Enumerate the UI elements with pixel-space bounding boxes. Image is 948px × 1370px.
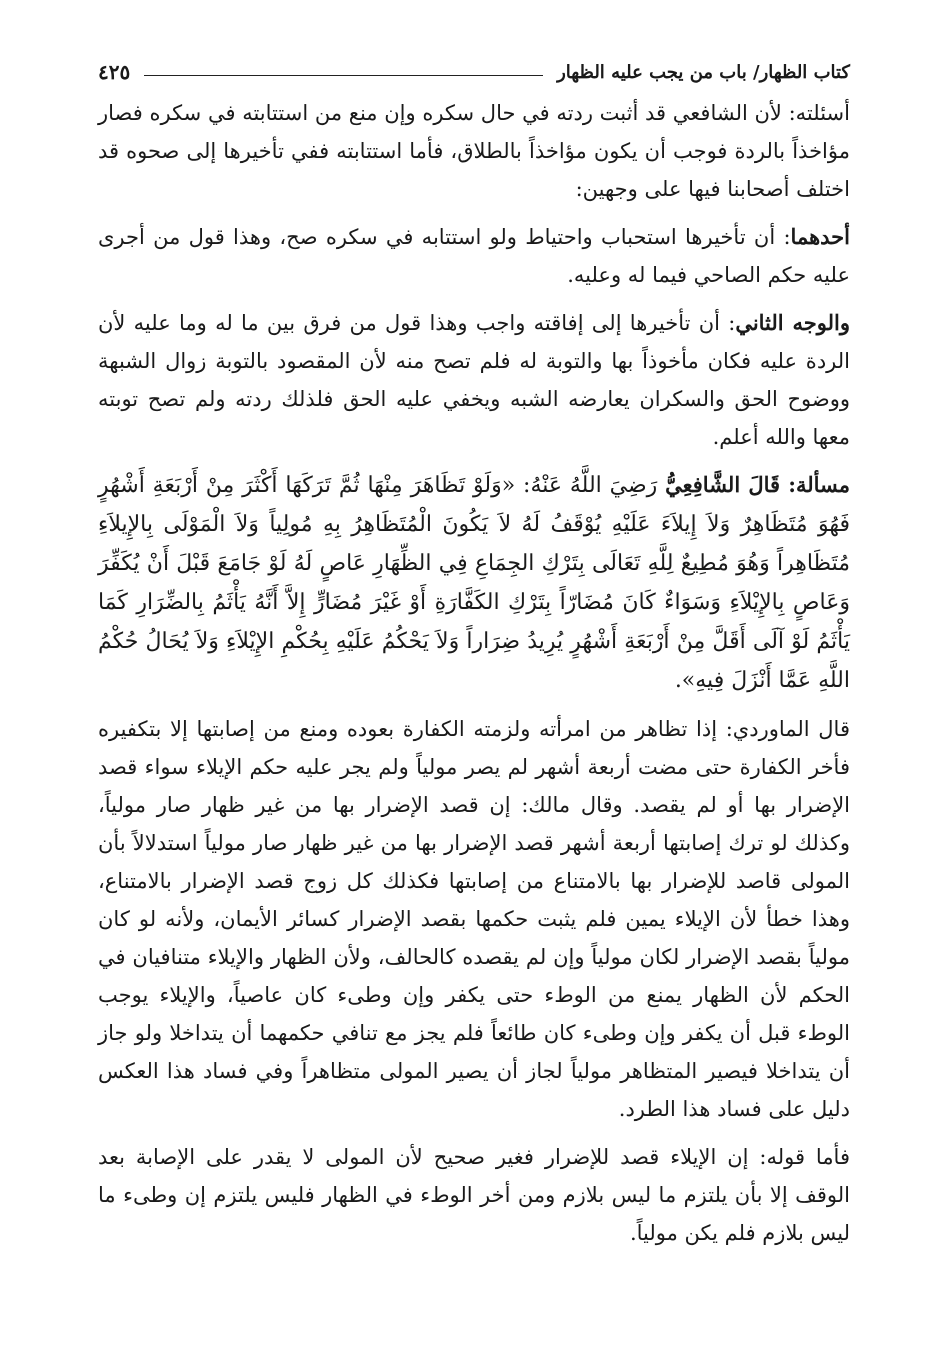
paragraph-text: : أن تأخيرها إلى إفاقته واجب وهذا قول من فرق بين ما له وما عليه لأن الردة عليه فكان مأخوذاً بها والتوبة له فلم تصح منه لأن المقصود بالتوبة زوال الشبهة ووضوح الحق والسكران يعارضه الشبه ويخفي عليه الحق فلذلك ردته ولم تصح توبته معها والله أعلم.: [98, 311, 850, 449]
page-header: [98, 52, 850, 92]
header-rule: [144, 75, 543, 76]
paragraph-second-view: [98, 304, 850, 456]
paragraph-first-view: [98, 218, 850, 294]
paragraph-text: رَضِيَ اللَّهُ عَنْهُ: «وَلَوْ تَظَاهَرَ مِنْهَا ثُمَّ تَرَكَهَا أَكْثَرَ مِنْ أَرْبَعَةِ أَشْهُرٍ فَهُوَ مُتَظَاهِرٌ وَلاَ إِيلاَءَ عَلَيْهِ يُوْقَفُ لَهُ لاَ يَكُونَ الْمُتَظَاهِرُ بِهِ مُولِياً وَلاَ الْمَوْلَى بِالإِيلاَءِ مُتَظَاهِراً وَهُوَ مُطِيعٌ لِلَّهِ تَعَالَى بِتَرْكِ الجِمَاعِ فِي الظِّهَارِ عَاصٍ لَهُ لَوْ جَامَعَ قَبْلَ أَنْ يُكَفِّرَ وَعَاصٍ بِالإِيْلاَءِ وَسَوَاءٌ كَانَ مُضَارّاً بِتَرْكِ الكَفَّارَةِ أَوْ غَيْرَ مُضَارٍّ إِلاَّ أَنَّهُ يَأْثَمُ بِالضِّرَارِ كَمَا يَأْثَمُ لَوْ آلَى أَقَلَّ مِنْ أَرْبَعَةِ أَشْهُرٍ يُرِيدُ ضِرَاراً وَلاَ يَحْكُمُ عَلَيْهِ بِحُكْمِ الإِيْلاَءِ وَلاَ يُحَالُ حُكْمُ اللَّهِ عَمَّا أَنْزَلَ فِيهِ».: [98, 473, 850, 693]
paragraph-continuation: [98, 94, 850, 208]
body-text: [98, 94, 850, 1252]
paragraph-rebuttal: [98, 1138, 850, 1252]
paragraph-text: أسئلته: لأن الشافعي قد أثبت ردته في حال سكره وإن منع من استتابته في سكره فصار مؤاخذاً بالردة فوجب أن يكون مؤاخذاً بالطلاق، فأما استتابته ففي تأخيرها إلى صحوه قد اختلف أصحابنا فيها على وجهين:: [98, 101, 850, 201]
paragraph-text: : أن تأخيرها استحباب واحتياط ولو استتابه في سكره صح، وهذا قول من أجرى عليه حكم الصاحي فيما له وعليه.: [98, 225, 850, 287]
book-page: [98, 52, 850, 1352]
running-title: كتاب الظهار/ باب من يجب عليه الظهار: [557, 61, 850, 83]
paragraph-masala: [98, 466, 850, 700]
paragraph-lead: مسألة: قَالَ الشَّافِعِيُّ: [665, 472, 850, 497]
paragraph-text: قال الماوردي: إذا تظاهر من امرأته ولزمته الكفارة بعوده ومنع من إصابتها إلا بتكفيره فأخر الكفارة حتى مضت أربعة أشهر لم يصر مولياً ولم يجر عليه حكم الإيلاء سواء قصد الإضرار بها أو لم يقصد. وقال مالك: إن قصد الإضرار بها من غير ظهار صار مولياً، وكذلك لو ترك إصابتها أربعة أشهر قصد الإضرار بها من غير ظهار صار مولياً استدلالاً بأن المولى قاصد للإضرار بها بالامتناع من إصابتها فكذلك كل زوج قصد الإضرار بالامتناع، وهذا خطأ لأن الإيلاء يمين فلم يثبت حكمها بقصد الإضرار كسائر الأيمان، ولأنه لو كان مولياً بقصد الإضرار لكان مولياً وإن لم يقصده كالحالف، ولأن الظهار والإيلاء متنافيان في الحكم لأن الظهار يمنع من الوطء حتى يكفر وإن وطىء كان عاصياً، والإيلاء يوجب الوطء قبل أن يكفر وإن وطىء كان طائعاً فلم يجز مع تنافي حكمهما أن يتداخلا ولو جاز أن يتداخلا فيصير المتظاهر مولياً لجاز أن يصير المولى متظاهراً وفي فساد هذا العكس دليل على فساد هذا الطرد.: [98, 717, 850, 1121]
page-number: ٤٢٥: [98, 60, 131, 84]
paragraph-lead: أحدهما: [790, 224, 850, 249]
paragraph-mawardi: [98, 710, 850, 1128]
paragraph-text: فأما قوله: إن الإيلاء قصد للإضرار فغير صحيح لأن المولى لا يقدر على الإصابة بعد الوقف إلا بأن يلتزم ما ليس بلازم ومن أخر الوطء في الظهار فليس يلتزم إن وطىء ما ليس بلازم فلم يكن مولياً.: [98, 1145, 850, 1245]
paragraph-lead: والوجه الثاني: [735, 310, 850, 335]
